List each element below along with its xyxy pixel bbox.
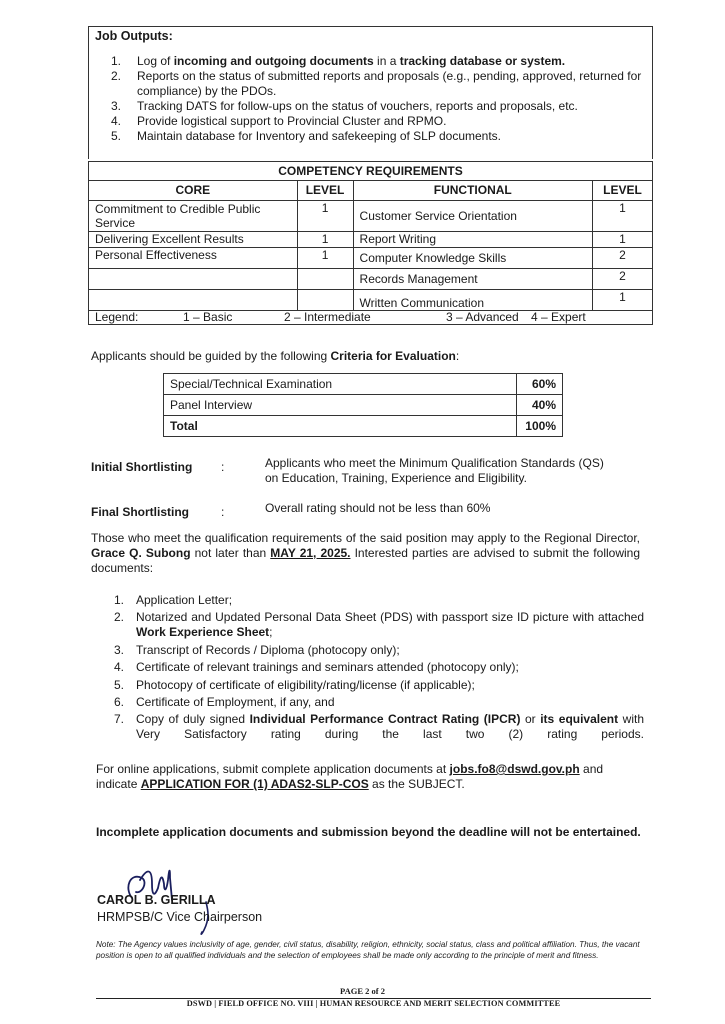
legend-expert: 4 – Expert bbox=[531, 310, 586, 324]
page-number: PAGE 2 of 2 bbox=[340, 986, 385, 996]
colon: : bbox=[221, 460, 225, 474]
job-outputs-title: Job Outputs: bbox=[95, 29, 173, 43]
table-row: Records Management 2 bbox=[89, 269, 653, 290]
final-shortlisting-label: Final Shortlisting bbox=[91, 505, 189, 519]
job-outputs-section bbox=[88, 26, 653, 159]
online-application-paragraph: For online applications, submit complete application documents at jobs.fo8@dswd.gov.ph and indicate APPLICATION FOR (1) ADAS2-SLP-COS as the SUBJECT. bbox=[96, 762, 604, 791]
column-header-level: LEVEL bbox=[297, 181, 353, 201]
list-item: 3. Tracking DATS for follow-ups on the status of vouchers, reports and proposals, etc. bbox=[111, 99, 578, 113]
initial-shortlisting-text: Applicants who meet the Minimum Qualification Standards (QS) on Education, Training, Experience and Eligibility. bbox=[265, 456, 604, 485]
required-documents-list bbox=[114, 593, 644, 745]
table-row: Special/Technical Examination 60% bbox=[164, 374, 563, 395]
table-row: Written Communication 1 bbox=[89, 290, 653, 311]
final-shortlisting-text: Overall rating should not be less than 60% bbox=[265, 501, 491, 515]
criteria-intro: Applicants should be guided by the following Criteria for Evaluation: bbox=[91, 349, 460, 363]
legend-row bbox=[89, 311, 653, 325]
list-item: 3. Transcript of Records / Diploma (photocopy only); bbox=[114, 642, 400, 657]
job-outputs-list bbox=[111, 54, 646, 144]
initial-shortlisting-label: Initial Shortlisting bbox=[91, 460, 193, 474]
list-item: 1. Application Letter; bbox=[114, 593, 233, 607]
column-header-level: LEVEL bbox=[593, 181, 653, 201]
footer-text: DSWD | FIELD OFFICE NO. VIII | HUMAN RESOURCE AND MERIT SELECTION COMMITTEE bbox=[186, 999, 561, 1008]
inclusivity-note: Note: The Agency values inclusivity of age, gender, civil status, disability, religion, ethnicity, social status, class and political affiliation. Thus, the vacant position is open to all qualified individuals and the selection of employees shall be made only according to the principle of merit and fitness. bbox=[96, 940, 640, 960]
table-row-total: Total 100% bbox=[164, 416, 563, 437]
list-item: 7. Copy of duly signed Individual Performance Contract Rating (IPCR) or its equivalent with Very Satisfactory rating during the last two (2) rating periods. bbox=[114, 712, 645, 742]
application-paragraph: Those who meet the qualification requirements of the said position may apply to the Regional Director, Grace Q. Subong not later than MAY 21, 2025. Interested parties are advised to submit the following documents: bbox=[91, 531, 641, 575]
list-item: 4. Provide logistical support to Provincial Cluster and RPMO. bbox=[111, 114, 447, 128]
legend-advanced: 3 – Advanced bbox=[446, 310, 519, 324]
table-row: Commitment to Credible Public Service 1 Customer Service Orientation 1 bbox=[89, 201, 653, 232]
email-link[interactable]: jobs.fo8@dswd.gov.ph bbox=[449, 762, 580, 776]
colon: : bbox=[221, 505, 225, 519]
signatory-title: HRMPSB/C Vice Chairperson bbox=[97, 910, 263, 924]
list-item: 5. Maintain database for Inventory and safekeeping of SLP documents. bbox=[111, 129, 502, 143]
table-row: Personal Effectiveness 1 Computer Knowledge Skills 2 bbox=[89, 248, 653, 269]
legend-label: Legend: bbox=[95, 310, 139, 324]
legend-intermediate: 2 – Intermediate bbox=[284, 310, 371, 324]
table-row: Delivering Excellent Results 1 Report Writing 1 bbox=[89, 232, 653, 248]
criteria-table bbox=[163, 373, 563, 437]
list-item: 1. Log of incoming and outgoing documents in a tracking database or system. bbox=[111, 54, 566, 68]
legend-basic: 1 – Basic bbox=[183, 310, 233, 324]
list-item: 4. Certificate of relevant trainings and seminars attended (photocopy only); bbox=[114, 660, 519, 675]
competency-table bbox=[88, 161, 653, 325]
deadline-warning: Incomplete application documents and submission beyond the deadline will not be entertained. bbox=[96, 825, 641, 839]
list-item: 6. Certificate of Employment, if any, and bbox=[114, 694, 335, 709]
list-item: 2. Reports on the status of submitted reports and proposals (e.g., pending, approved, returned for compliance) by the PDOs. bbox=[111, 69, 642, 98]
list-item: 5. Photocopy of certificate of eligibility/rating/license (if applicable); bbox=[114, 677, 475, 692]
column-header-functional: FUNCTIONAL bbox=[353, 181, 592, 201]
competency-caption: COMPETENCY REQUIREMENTS bbox=[89, 162, 653, 181]
column-header-core: CORE bbox=[89, 181, 298, 201]
signatory-name: CAROL B. GERILLA bbox=[97, 893, 216, 907]
list-item: 2. Notarized and Updated Personal Data Sheet (PDS) with passport size ID picture with attached Work Experience Sheet; bbox=[114, 610, 644, 640]
table-row: Panel Interview 40% bbox=[164, 395, 563, 416]
